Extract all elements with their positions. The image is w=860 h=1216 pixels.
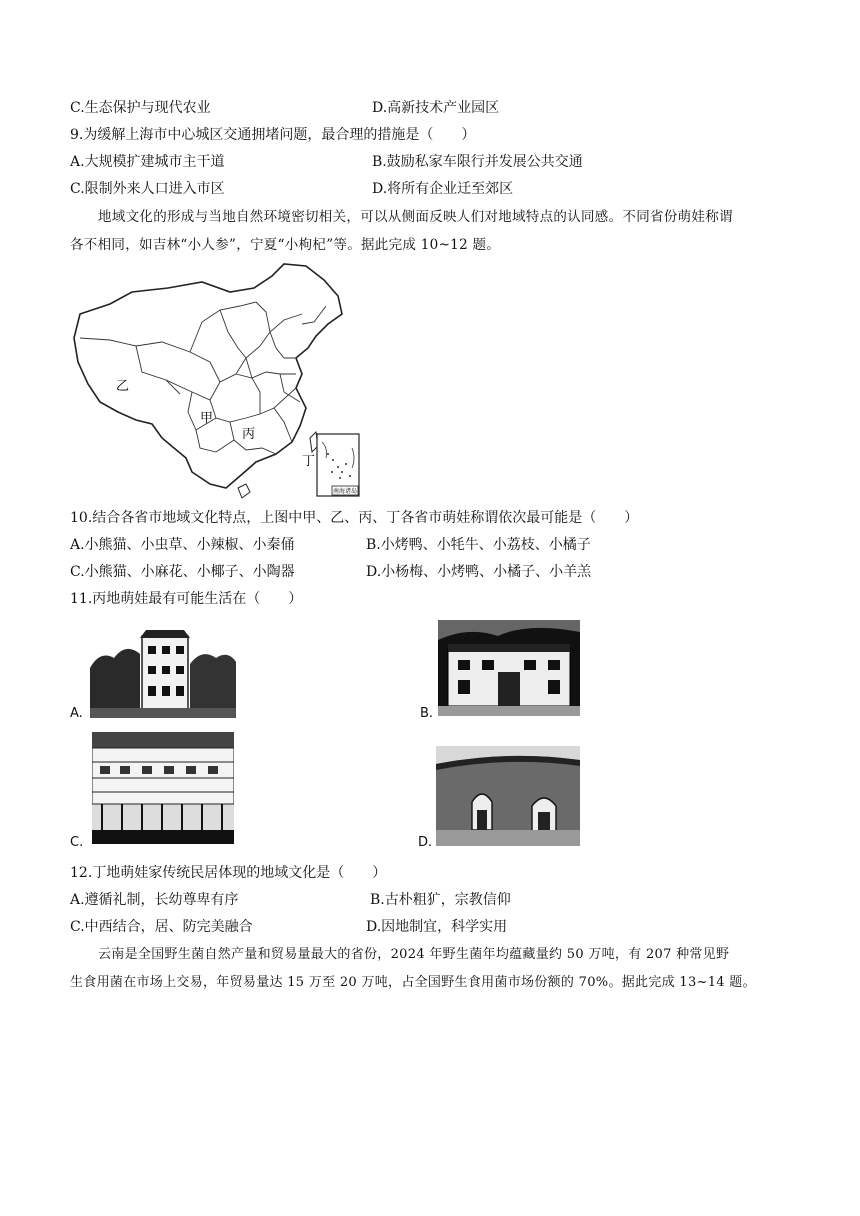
label-bing: 丙 bbox=[242, 427, 256, 442]
q12-option-a: A.遵循礼制，长幼尊卑有序 bbox=[70, 892, 239, 908]
passage-yunnan-mushrooms bbox=[70, 941, 800, 997]
q9-option-c: C.限制外来人口进入市区 bbox=[70, 181, 225, 197]
passage1-line1: 地域文化的形成与当地自然环境密切相关，可以从侧面反映人们对地域特点的认同感。不同省份萌娃称谓 bbox=[98, 209, 733, 225]
q11-option-c-label: C. bbox=[70, 835, 84, 850]
q10-option-b: B.小烤鸭、小牦牛、小荔枝、小橘子 bbox=[366, 537, 591, 553]
q8-option-d: D.高新技术产业园区 bbox=[372, 100, 500, 116]
passage1-line2: 各不相同，如吉林“小人参”，宁夏“小枸杞”等。据此完成 10~12 题。 bbox=[70, 237, 501, 253]
passage2-line1: 云南是全国野生菌自然产量和贸易量最大的省份，2024 年野生菌年均蕴藏量约 50 万吨，有 207 种常见野 bbox=[98, 947, 730, 962]
q9-option-b: B.鼓励私家车限行并发展公共交通 bbox=[372, 154, 583, 170]
china-province-map bbox=[70, 262, 365, 500]
photo-option-a bbox=[90, 628, 236, 718]
q11-option-a-label: A. bbox=[70, 706, 83, 721]
q9-option-a: A.大规模扩建城市主干道 bbox=[70, 154, 225, 170]
q11-option-d-label: D. bbox=[418, 835, 433, 850]
q11-option-b-label: B. bbox=[420, 706, 434, 721]
q10-option-d: D.小杨梅、小烤鸭、小橘子、小羊羔 bbox=[366, 564, 592, 580]
passage-regional-culture bbox=[70, 203, 800, 259]
label-ding: 丁 bbox=[302, 454, 316, 469]
photo-option-d bbox=[436, 746, 580, 846]
q12-option-c: C.中西结合，居、防完美融合 bbox=[70, 919, 253, 935]
q10-option-c: C.小熊猫、小麻花、小椰子、小陶器 bbox=[70, 564, 295, 580]
photo-option-c bbox=[92, 732, 234, 844]
q10-option-a: A.小熊猫、小虫草、小辣椒、小秦俑 bbox=[70, 537, 295, 553]
label-yi: 乙 bbox=[116, 379, 130, 394]
q12-option-b: B.古朴粗犷，宗教信仰 bbox=[370, 892, 511, 908]
q9-stem: 9.为缓解上海市中心城区交通拥堵问题，最合理的措施是（ ） bbox=[70, 127, 476, 143]
q12-stem: 12.丁地萌娃家传统民居体现的地域文化是（ ） bbox=[70, 865, 387, 881]
photo-option-b bbox=[438, 620, 580, 716]
label-jia: 甲 bbox=[200, 411, 214, 426]
passage2-line2: 生食用菌在市场上交易，年贸易量达 15 万至 20 万吨，占全国野生食用菌市场份额的 70%。据此完成 13~14 题。 bbox=[70, 975, 756, 990]
q12-option-d: D.因地制宜，科学实用 bbox=[366, 919, 508, 935]
q11-stem: 11.丙地萌娃最有可能生活在（ ） bbox=[70, 591, 303, 607]
hainan-island bbox=[238, 484, 250, 498]
q10-stem: 10.结合各省市地域文化特点，上图中甲、乙、丙、丁各省市萌娃称谓依次最可能是（ ） bbox=[70, 510, 639, 526]
inset-label: 南海诸岛 bbox=[332, 488, 358, 495]
q8-option-c: C.生态保护与现代农业 bbox=[70, 100, 211, 116]
q9-option-d: D.将所有企业迁至郊区 bbox=[372, 181, 514, 197]
